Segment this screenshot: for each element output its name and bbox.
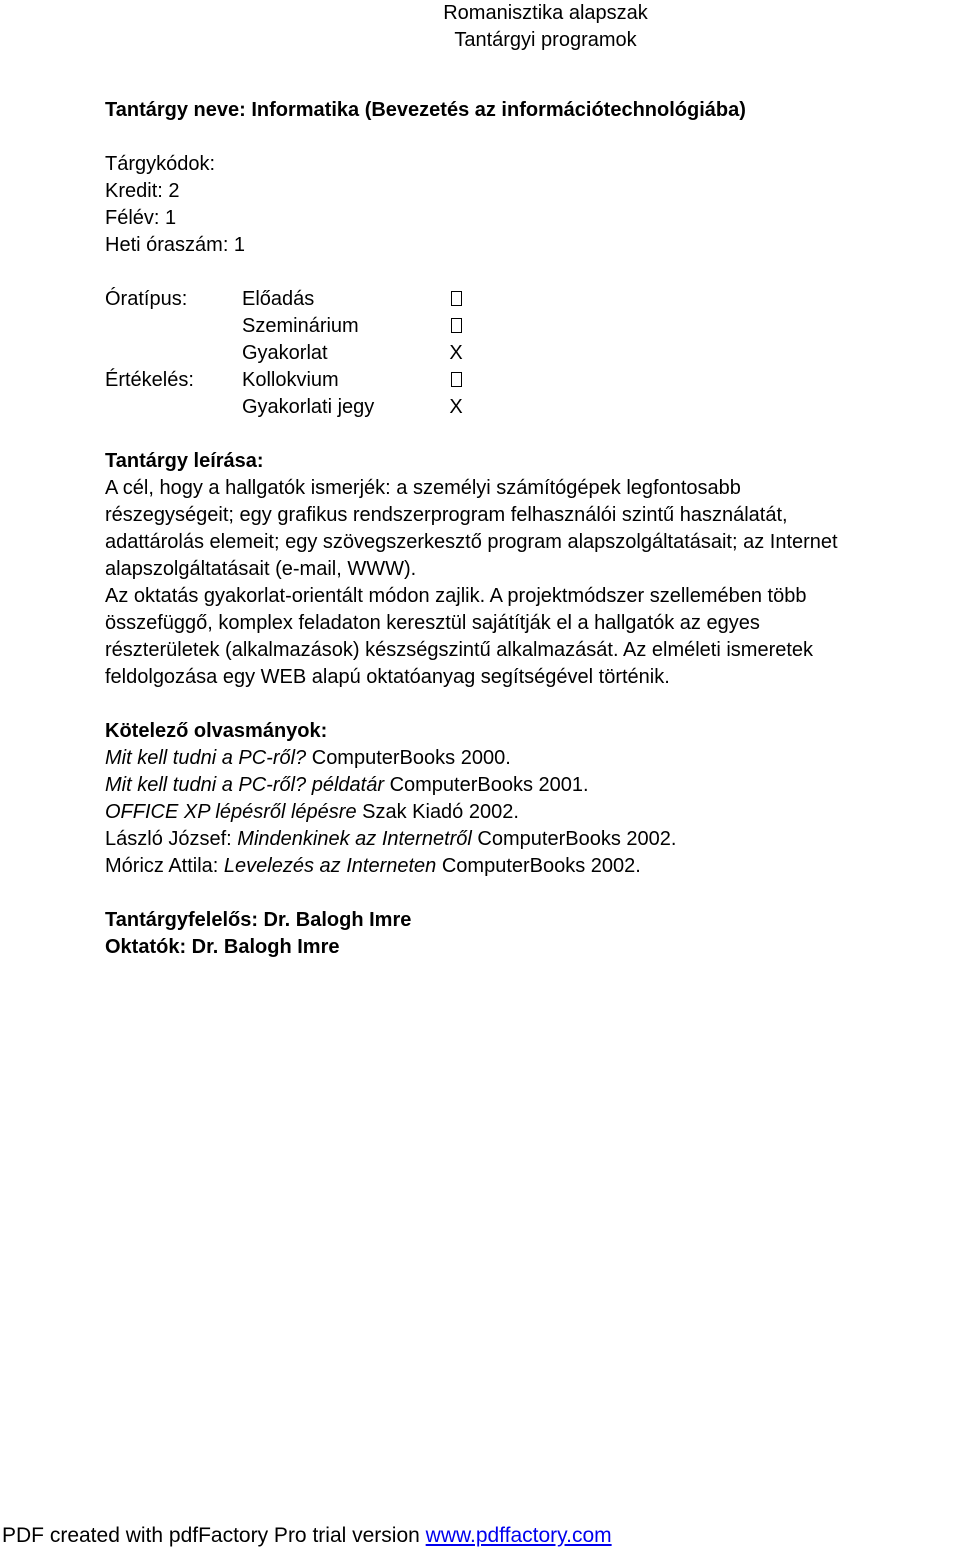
checkbox-icon <box>448 286 464 313</box>
checkbox-icon <box>448 367 464 394</box>
evaluation-row <box>105 367 960 394</box>
evaluation-row <box>105 394 960 421</box>
selected-mark: X <box>449 342 463 364</box>
document-body <box>105 97 960 961</box>
selected-mark: X <box>449 396 463 418</box>
reading-publisher: ComputerBooks 2001. <box>384 774 589 796</box>
reading-item <box>105 745 960 772</box>
course-credit: Kredit: 2 <box>105 180 180 202</box>
reading-author: László József: <box>105 828 238 850</box>
description-line: A cél, hogy a hallgatók ismerjék: a személyi számítógépek legfontosabb <box>105 477 741 499</box>
reading-title: Mit kell tudni a PC-ről? <box>105 747 307 769</box>
course-title: Tantárgy neve: Informatika (Bevezetés az információtechnológiába) <box>105 99 746 121</box>
course-semester: Félév: 1 <box>105 207 177 229</box>
reading-publisher: ComputerBooks 2002. <box>471 828 677 850</box>
readings-heading: Kötelező olvasmányok: <box>105 720 328 742</box>
reading-item <box>105 853 960 880</box>
evaluation-item: Gyakorlati jegy <box>242 396 375 418</box>
description-line: alapszolgáltatásait (e-mail, WWW). <box>105 558 417 580</box>
reading-item <box>105 799 960 826</box>
class-type-row <box>105 286 960 313</box>
description-text <box>105 475 960 691</box>
class-type-label: Óratípus: <box>105 288 188 310</box>
description-line: adattárolás elemeit; egy szövegszerkesztő program alapszolgáltatásait; az Internet <box>105 531 838 553</box>
reading-title: Levelezés az Interneten <box>223 855 437 877</box>
description-line: részegységeit; egy grafikus rendszerprogram felhasználói szintű használatát, <box>105 504 788 526</box>
course-weekly-hours: Heti óraszám: 1 <box>105 234 246 256</box>
footer-link[interactable]: www.pdffactory.com <box>425 1524 612 1547</box>
course-codes: Tárgykódok: <box>105 153 216 175</box>
reading-title: Mit kell tudni a PC-ről? példatár <box>105 774 385 796</box>
reading-item <box>105 772 960 799</box>
description-heading: Tantárgy leírása: <box>105 450 264 472</box>
footer-text: PDF created with pdfFactory Pro trial version <box>2 1524 426 1547</box>
description-line: Az oktatás gyakorlat-orientált módon zajlik. A projektmódszer szellemében több <box>105 585 807 607</box>
evaluation-label: Értékelés: <box>105 369 194 391</box>
checkbox-icon <box>448 313 464 340</box>
header-subtitle: Tantárgyi programok <box>454 29 637 51</box>
reading-publisher: ComputerBooks 2000. <box>306 747 511 769</box>
reading-title: OFFICE XP lépésről lépésre <box>105 801 357 823</box>
class-type-item: Előadás <box>242 288 315 310</box>
reading-publisher: Szak Kiadó 2002. <box>356 801 519 823</box>
header-program: Romanisztika alapszak <box>443 2 648 24</box>
class-type-row <box>105 340 960 367</box>
page-header <box>0 0 960 54</box>
description-line: feldolgozása egy WEB alapú oktatóanyag segítségével történik. <box>105 666 670 688</box>
reading-title: Mindenkinek az Internetről <box>237 828 472 850</box>
description-line: részterületek (alkalmazások) készségszintű alkalmazását. Az elméleti ismeretek <box>105 639 814 661</box>
class-type-item: Gyakorlat <box>242 342 328 364</box>
reading-item <box>105 826 960 853</box>
description-line: összefüggő, komplex feladaton keresztül sajátítják el a hallgatók az egyes <box>105 612 760 634</box>
class-type-row <box>105 313 960 340</box>
course-responsible: Tantárgyfelelős: Dr. Balogh Imre <box>105 909 412 931</box>
evaluation-item: Kollokvium <box>242 369 339 391</box>
pdf-footer <box>0 1521 612 1551</box>
reading-publisher: ComputerBooks 2002. <box>436 855 641 877</box>
reading-author: Móricz Attila: <box>105 855 224 877</box>
course-instructors: Oktatók: Dr. Balogh Imre <box>105 936 340 958</box>
class-type-item: Szeminárium <box>242 315 359 337</box>
